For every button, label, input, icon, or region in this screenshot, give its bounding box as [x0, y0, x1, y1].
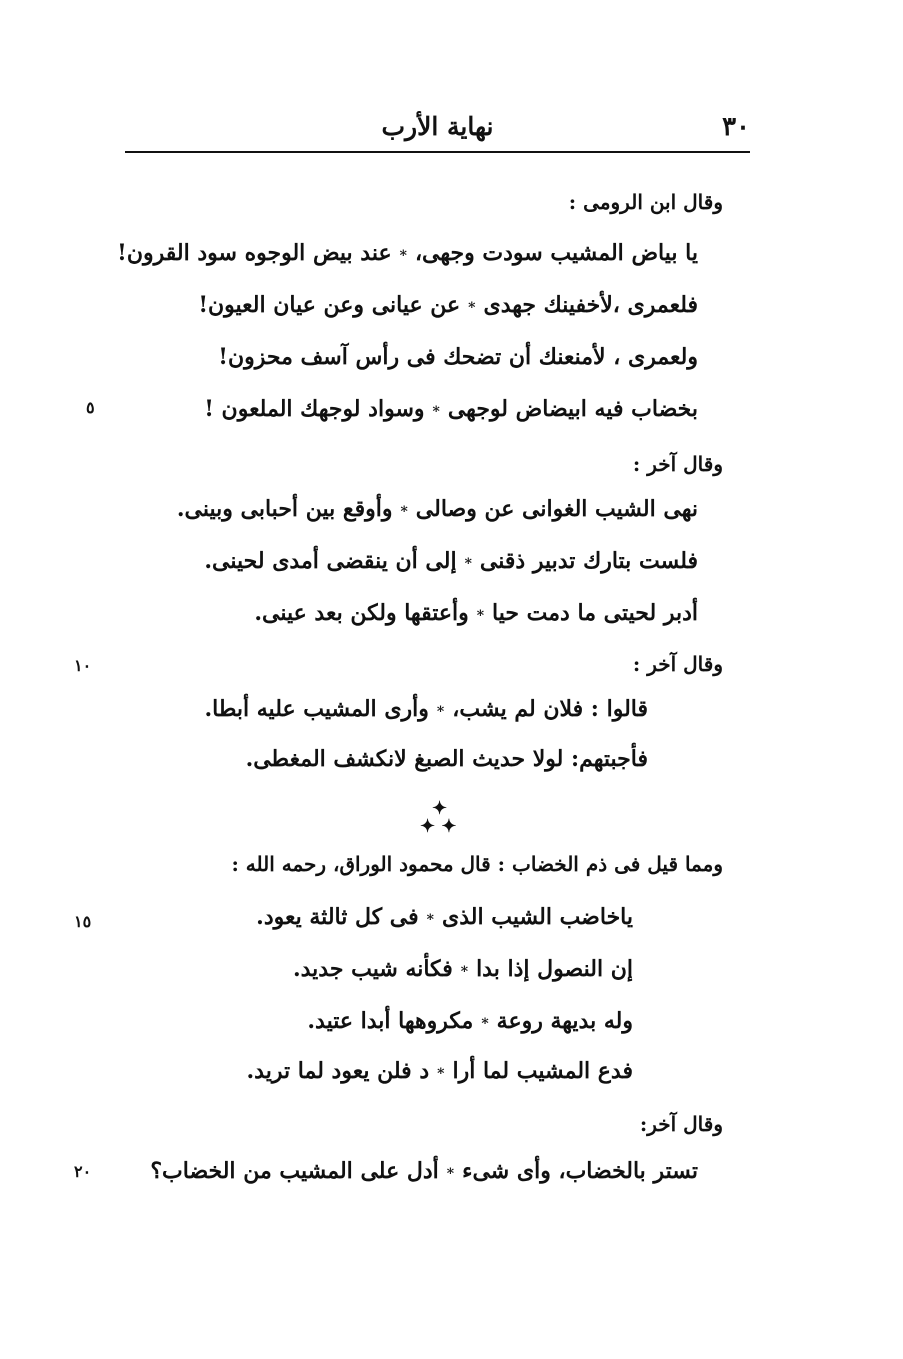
verse-hemistich-1: يا بياض المشيب سودت وجهى،: [414, 240, 698, 266]
verse-separator: *: [446, 1166, 455, 1182]
ornament-top-mark: ✦: [432, 798, 448, 819]
verse-hemistich-1: فدع المشيب لما أرا: [452, 1058, 633, 1084]
verse-hemistich-1: إن النصول إذا بدا: [476, 956, 633, 982]
verse-hemistich-2: عند بيض الوجوه سود القرون!: [117, 240, 392, 266]
verse-line: [198, 292, 698, 318]
verse-separator: *: [400, 504, 408, 520]
verse-separator: *: [476, 608, 485, 624]
page-number: ٣٠: [722, 112, 750, 142]
verse-separator: *: [426, 912, 434, 928]
verse-hemistich-1: أدبر لحيتى ما دمت حيا: [492, 600, 698, 626]
margin-line-number: ٥: [86, 398, 95, 417]
verse-line: [230, 746, 648, 772]
verse-hemistich-2: عن عيانى وعن عيان العيون!: [198, 292, 461, 318]
verse-hemistich-1: تستر بالخضاب، وأى شىء: [462, 1158, 698, 1184]
verse-hemistich-2: وأرى المشيب عليه أبطا.: [204, 696, 429, 722]
verse-line: [256, 904, 633, 930]
intro-another-poet: وقال آخر :: [632, 652, 723, 676]
verse-separator: *: [468, 300, 476, 316]
verse-separator: *: [460, 964, 469, 980]
intro-khidab-section: ومما قيل فى ذم الخضاب : قال محمود الوراق، رحمه الله :: [231, 852, 723, 876]
margin-line-number: ١٠: [74, 656, 92, 675]
verse-hemistich-1: قالوا : فلان لم يشب،: [452, 696, 648, 722]
ornament-bottom-marks: ✦ ✦: [420, 816, 457, 837]
verse-hemistich-2: مكروهها أبدا عتيد.: [307, 1008, 474, 1034]
verse-hemistich-1: فلعمرى ،لأخفينك جهدى: [483, 292, 698, 318]
verse-hemistich-2: إلى أن ينقضى أمدى لحينى.: [204, 548, 457, 574]
verse-separator: *: [436, 704, 445, 720]
verse-hemistich-2: وسواد لوجهك الملعون !: [204, 396, 425, 422]
verse-hemistich-1: وله بديهة روعة: [496, 1008, 633, 1034]
verse-line: [254, 600, 698, 626]
verse-hemistich-2: وأعتقها ولكن بعد عينى.: [254, 600, 469, 626]
verse-line: [204, 396, 698, 422]
verse-line: [204, 696, 648, 722]
verse-separator: *: [432, 404, 440, 420]
verse-hemistich-2: د فلن يعود لما تريد.: [246, 1058, 430, 1084]
verse-line: [150, 1158, 698, 1184]
verse-hemistich-2: أدل على المشيب من الخضاب؟: [150, 1158, 439, 1184]
verse-hemistich-2: فى كل ثالثة يعود.: [256, 904, 419, 930]
verse-line: [293, 956, 633, 982]
header-rule: [125, 151, 750, 153]
verse-separator: *: [437, 1066, 445, 1082]
verse-hemistich-1: ولعمرى ، لأمنعنك أن تضحك فى رأس آسف محزون!: [218, 344, 698, 370]
verse-hemistich-1: ياخاضب الشيب الذى: [442, 904, 633, 930]
page-header: [125, 112, 750, 152]
intro-another-poet: وقال آخر :: [632, 452, 723, 476]
verse-line: [177, 496, 698, 522]
intro-ibn-rumi: وقال ابن الرومى :: [568, 190, 723, 214]
verse-separator: *: [399, 248, 407, 264]
verse-hemistich-1: نهى الشيب الغوانى عن وصالى: [415, 496, 698, 522]
verse-hemistich-2: فكأنه شيب جديد.: [292, 956, 453, 982]
margin-line-number: ١٥: [74, 912, 92, 931]
verse-line: [307, 1008, 633, 1034]
verse-hemistich-1: فأجبتهم: لولا حديث الصبغ لانكشف المغطى.: [245, 746, 648, 772]
margin-line-number: ٢٠: [74, 1162, 92, 1181]
verse-line: [117, 240, 698, 266]
verse-hemistich-1: بخضاب فيه ابيضاض لوجهى: [447, 396, 698, 422]
verse-separator: *: [481, 1016, 489, 1032]
verse-separator: *: [464, 556, 472, 572]
running-title: نهاية الأرب: [381, 112, 494, 141]
verse-line: [202, 344, 698, 370]
intro-another-poet: وقال آخر:: [639, 1112, 723, 1136]
verse-line: [204, 548, 698, 574]
verse-line: [247, 1058, 633, 1084]
verse-hemistich-1: فلست بتارك تدبير ذقنى: [479, 548, 698, 574]
verse-hemistich-2: وأوقع بين أحبابى وبينى.: [176, 496, 393, 522]
